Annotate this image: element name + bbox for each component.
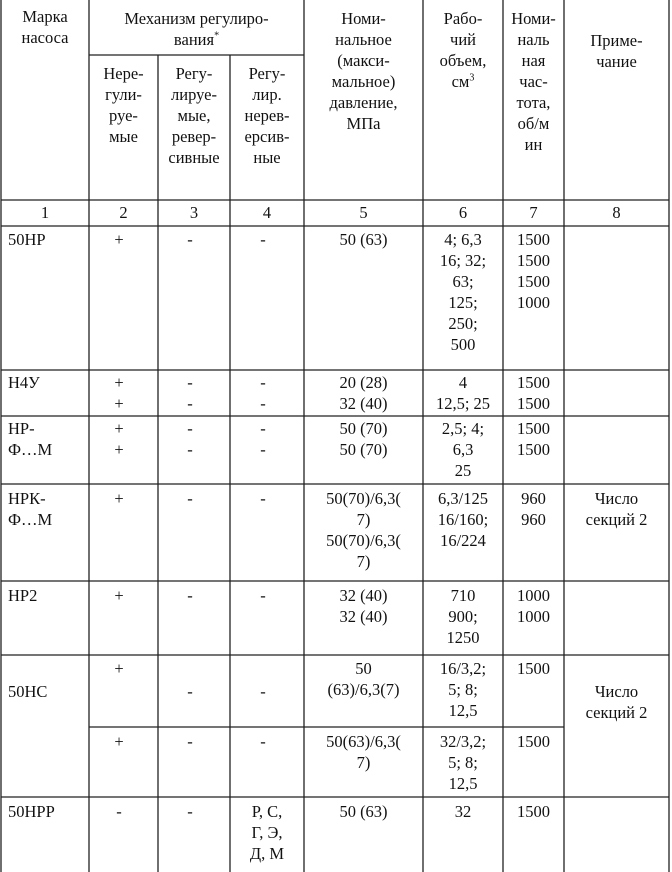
row-pressure: 50 (63)/6,3(7) [327,659,400,699]
row-cell: + + [114,373,124,413]
row-mark: 50НС [8,682,48,701]
row-cell: + [114,489,124,508]
row-volume: 710 900; 1250 [446,586,480,647]
row-pressure: 50 (70) 50 (70) [339,419,388,459]
col-number: 3 [189,203,199,222]
row-cell: + + [114,419,124,459]
row-frequency: 1500 [517,732,550,751]
header-volume-sup: 3 [469,72,475,84]
row-cell: + [114,586,124,605]
row-mark: НР2 [8,586,38,605]
col-number: 5 [359,203,368,222]
row-volume: 6,3/125 16/160; 16/224 [437,489,489,550]
col-number: 2 [119,203,128,222]
row-frequency: 960 960 [521,489,546,529]
row-cell: - [187,732,193,751]
row-note: Число секций 2 [585,489,648,529]
row-mark: НР- Ф…М [8,419,53,459]
row-volume: 16/3,2; 5; 8; 12,5 [439,659,487,720]
row-cell: - - [187,373,193,413]
row-pressure: 20 (28) 32 (40) [339,373,388,413]
row-pressure: 50 (63) [339,230,388,249]
row-cell: - - [187,419,193,459]
header-regulated-nonreversible: Регу- лир. нерев- ерсив- ные [244,64,290,167]
row-frequency: 1500 [517,802,550,821]
row-cell: - [260,489,266,508]
row-cell: + [114,659,124,678]
row-cell: + [114,230,124,249]
row-mark: 50НРР [8,802,55,821]
row-pressure: 50(63)/6,3( 7) [326,732,401,772]
header-note: Приме- чание [590,31,643,71]
header-mechanism [89,8,304,50]
col-number: 7 [529,203,538,222]
row-cell: - [260,586,266,605]
row-volume: 2,5; 4; 6,3 25 [441,419,485,480]
row-cell: - [187,230,193,249]
row-mark: НРК- Ф…М [8,489,53,529]
header-mark: Марка насоса [21,7,69,47]
row-frequency: 1500 1500 [517,419,550,459]
header-regulated-reversible: Регу- лируе- мые, ревер- сивные [168,64,220,167]
row-cell: - - [260,419,266,459]
header-unregulated: Нере- гули- руе- мые [103,64,144,146]
row-mark: Н4У [8,373,40,392]
row-cell: - [260,230,266,249]
header-pressure: Номи- нальное (макси- мальное) давление, МПа [329,9,398,133]
row-cell: - [260,682,266,701]
row-cell: - [187,489,193,508]
row-cell: - [187,802,193,821]
row-cell: Р, С, Г, Э, Д, М [249,802,285,863]
col-number: 1 [40,203,50,222]
row-frequency: 1500 [517,659,550,678]
row-volume: 32/3,2; 5; 8; 12,5 [439,732,487,793]
row-mark: 50НР [8,230,46,249]
row-cell: + [114,732,124,751]
header-frequency: Номи- наль ная час- тота, об/м ин [511,9,556,154]
header-volume-text: Рабо- чий объем, см [439,9,487,91]
row-note: Число секций 2 [585,682,648,722]
header-mechanism-footnote: * [214,30,220,42]
row-volume: 32 [454,802,472,821]
header-volume [423,8,503,92]
row-cell: - - [260,373,266,413]
row-cell: - [260,732,266,751]
row-frequency: 1500 1500 [517,373,550,413]
col-number: 4 [262,203,272,222]
row-cell: - [116,802,122,821]
row-frequency: 1500 1500 1500 1000 [517,230,550,312]
row-volume: 4; 6,3 16; 32; 63; 125; 250; 500 [439,230,487,354]
header-mechanism-text: Механизм регулиро- вания [124,9,269,49]
row-cell: - [187,586,193,605]
row-volume: 4 12,5; 25 [435,373,491,413]
col-number: 6 [458,203,468,222]
row-pressure: 50(70)/6,3( 7) 50(70)/6,3( 7) [326,489,401,571]
row-frequency: 1000 1000 [517,586,550,626]
col-number: 8 [612,203,621,222]
row-pressure: 32 (40) 32 (40) [339,586,388,626]
row-cell: - [187,682,193,701]
row-pressure: 50 (63) [339,802,388,821]
